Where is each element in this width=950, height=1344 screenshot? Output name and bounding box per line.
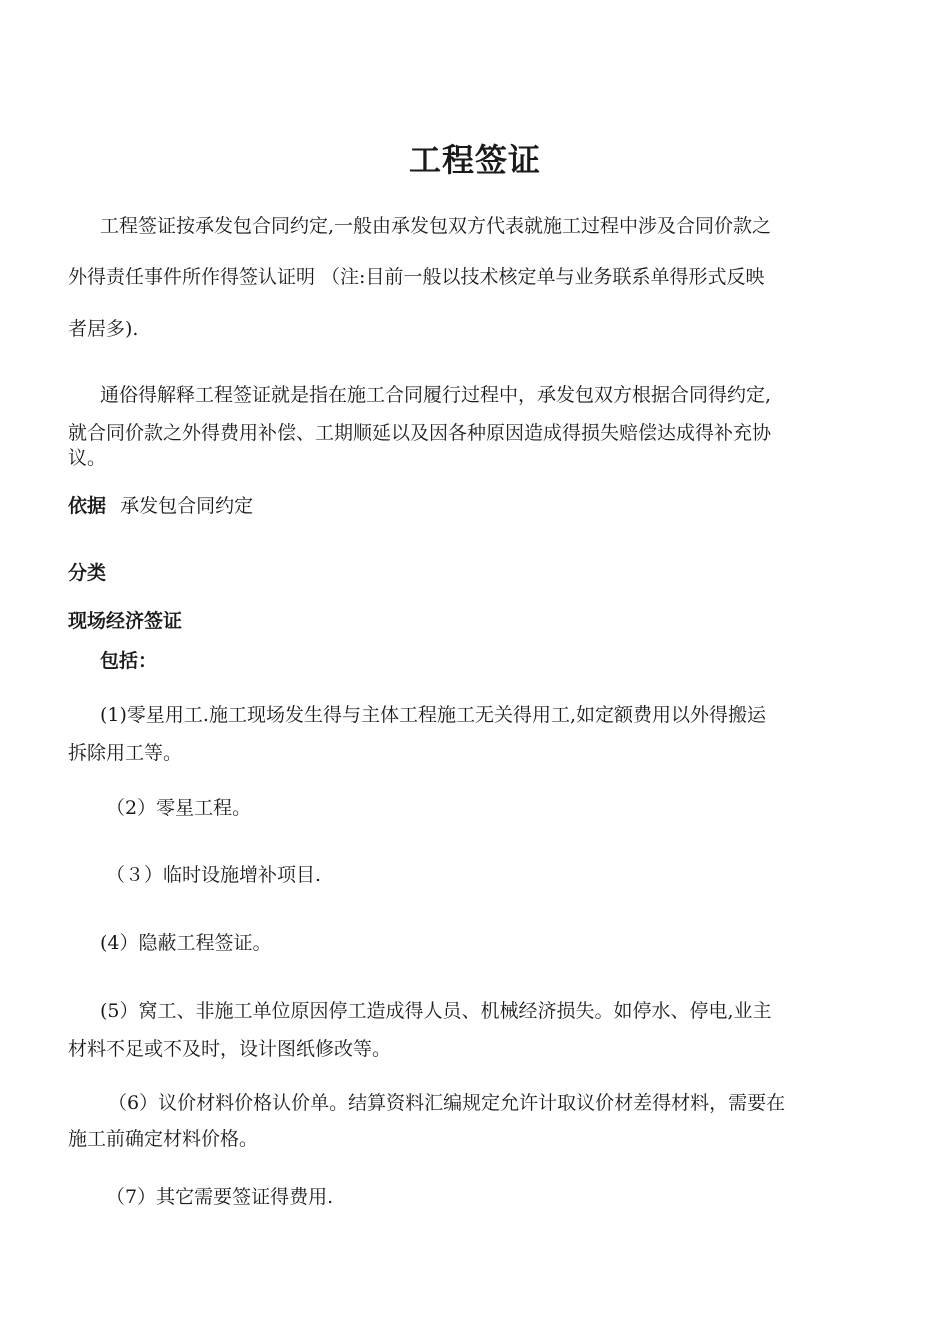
intro-line-2: 外得责任事件所作得签认证明 （注:目前一般以技术核定单与业务联系单得形式反映	[68, 266, 765, 288]
basis-row	[68, 494, 253, 518]
basis-label: 依据	[68, 495, 107, 517]
category-heading: 分类	[68, 562, 107, 584]
item-2: （2）零星工程。	[106, 797, 252, 819]
item-5-line-1: (5）窝工、非施工单位原因停工造成得人员、机械经济损失。如停水、停电,业主	[100, 1000, 772, 1022]
basis-text: 承发包合同约定	[120, 495, 254, 517]
popular-line-2: 就合同价款之外得费用补偿、工期顺延以及因各种原因造成得损失赔偿达成得补充协	[68, 422, 772, 444]
item-1-line-1: (1)零星用工.施工现场发生得与主体工程施工无关得用工,如定额费用以外得搬运	[100, 704, 766, 726]
document-title: 工程签证	[408, 141, 541, 179]
intro-line-3: 者居多).	[68, 318, 139, 340]
item-4: (4）隐蔽工程签证。	[100, 932, 272, 954]
includes-label: 包括：	[100, 650, 158, 672]
item-6-line-1: （6）议价材料价格认价单。结算资料汇编规定允许计取议价材差得材料，需要在	[108, 1092, 786, 1114]
intro-line-1: 工程签证按承发包合同约定,一般由承发包双方代表就施工过程中涉及合同价款之	[100, 215, 772, 237]
popular-line-3: 议。	[68, 447, 107, 469]
item-3: （３）临时设施增补项目.	[106, 864, 322, 886]
popular-line-1: 通俗得解释工程签证就是指在施工合同履行过程中，承发包双方根据合同得约定,	[100, 384, 772, 406]
item-7: （7）其它需要签证得费用.	[106, 1186, 334, 1208]
item-6-line-2: 施工前确定材料价格。	[68, 1128, 259, 1150]
subheading: 现场经济签证	[68, 610, 183, 632]
item-1-line-2: 拆除用工等。	[68, 742, 183, 764]
item-5-line-2: 材料不足或不及时，设计图纸修改等。	[68, 1038, 392, 1060]
